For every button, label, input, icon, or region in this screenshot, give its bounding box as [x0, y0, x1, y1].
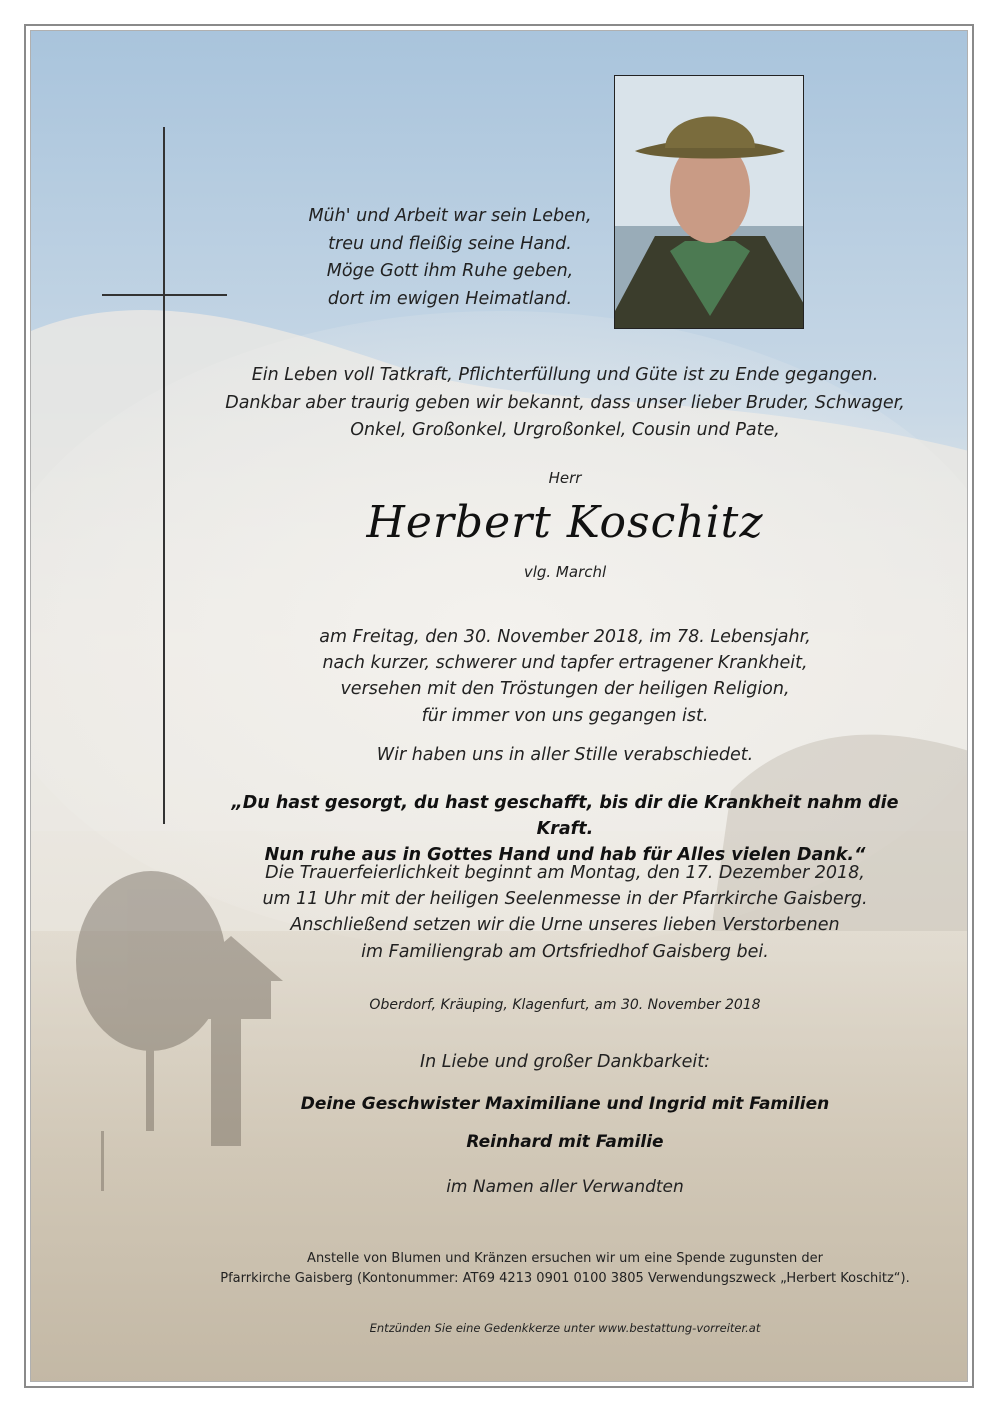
- funeral-details: [250, 860, 880, 965]
- cross-horizontal-bar: [102, 294, 227, 296]
- poem-line: treu und fleißig seine Hand.: [328, 233, 572, 254]
- death-notice: [270, 624, 860, 729]
- funeral-line: im Familiengrab am Ortsfriedhof Gaisberg bei.: [361, 941, 769, 962]
- death-line: am Freitag, den 30. November 2018, im 78. Lebensjahr,: [319, 627, 811, 647]
- intro-text: [200, 362, 930, 445]
- poem-line: Müh' und Arbeit war sein Leben,: [308, 206, 592, 226]
- death-line: für immer von uns gegangen ist.: [421, 705, 709, 726]
- death-line: nach kurzer, schwerer und tapfer ertragener Krankheit,: [322, 653, 808, 674]
- donation-line: Anstelle von Blumen und Kränzen ersuchen wir um eine Spende zugunsten der: [307, 1251, 823, 1266]
- poem-line: dort im ewigen Heimatland.: [327, 288, 573, 309]
- intro-line: Onkel, Großonkel, Urgroßonkel, Cousin und Pate,: [350, 420, 780, 440]
- donation-note: [190, 1249, 940, 1289]
- family-brother: Reinhard mit Familie: [466, 1132, 664, 1152]
- funeral-line: Anschließend setzen wir die Urne unseres lieben Verstorbenen: [290, 915, 840, 936]
- quote-line: „Du hast gesorgt, du hast geschafft, bis dir die Krankheit nahm die Kraft.: [231, 793, 899, 839]
- donation-line: Pfarrkirche Gaisberg (Kontonummer: AT69 4213 0901 0100 3805 Verwendungszweck „Herbert Koschitz“).: [220, 1271, 910, 1286]
- intro-line: Dankbar aber traurig geben wir bekannt, dass unser lieber Bruder, Schwager,: [225, 392, 905, 413]
- poem: [290, 203, 610, 313]
- funeral-line: um 11 Uhr mit der heiligen Seelenmesse in der Pfarrkirche Gaisberg.: [262, 889, 868, 910]
- family-siblings: Deine Geschwister Maximiliane und Ingrid mit Familien: [300, 1094, 830, 1114]
- salutation: Herr: [548, 469, 582, 487]
- closing-phrase: In Liebe und großer Dankbarkeit:: [419, 1052, 710, 1072]
- cross-vertical-bar: [163, 127, 165, 824]
- intro-line: Ein Leben voll Tatkraft, Pflichterfüllung und Güte ist zu Ende gegangen.: [251, 365, 879, 385]
- farewell-note: Wir haben uns in aller Stille verabschiedet.: [376, 745, 754, 765]
- quote-line: Nun ruhe aus in Gottes Hand und hab für Alles vielen Dank.“: [264, 845, 866, 865]
- place-date: Oberdorf, Kräuping, Klagenfurt, am 30. November 2018: [369, 997, 761, 1013]
- memorial-quote: [220, 790, 910, 868]
- funeral-line: Die Trauerfeierlichkeit beginnt am Montag, den 17. Dezember 2018,: [265, 863, 865, 883]
- candle-link-note: Entzünden Sie eine Gedenkkerze unter www.bestattung-vorreiter.at: [369, 1321, 761, 1335]
- deceased-name: Herbert Koschitz: [366, 497, 764, 548]
- family-relatives: im Namen aller Verwandten: [446, 1177, 684, 1197]
- portrait-photo: [614, 75, 804, 329]
- vulgo-name: vlg. Marchl: [523, 563, 607, 581]
- death-line: versehen mit den Tröstungen der heiligen Religion,: [340, 679, 790, 700]
- poem-line: Möge Gott ihm Ruhe geben,: [326, 261, 574, 282]
